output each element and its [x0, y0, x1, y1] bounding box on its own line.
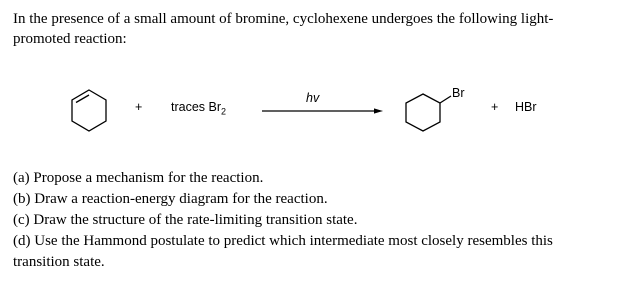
problem-intro: [13, 9, 605, 49]
reagent-subscript: 2: [221, 106, 227, 117]
intro-line-2: promoted reaction:: [13, 31, 127, 47]
byproduct-label: HBr: [515, 100, 537, 114]
intro-line-1: In the presence of a small amount of bromine, cyclohexene undergoes the following light-: [13, 11, 554, 27]
reagent-label: [171, 100, 226, 117]
reaction-scheme: [0, 80, 618, 140]
reaction-arrow: [262, 106, 384, 116]
cyclohexene-structure: [64, 86, 114, 136]
product-plus-sign: +: [491, 100, 499, 114]
question-b: (b) Draw a reaction-energy diagram for the reaction.: [13, 191, 328, 207]
question-d: (d) Use the Hammond postulate to predict which intermediate most closely resembles this transition state.: [13, 233, 553, 270]
arrow-label: hv: [306, 91, 320, 105]
reactant-plus-sign: +: [135, 100, 143, 114]
question-c: (c) Draw the structure of the rate-limiting transition state.: [13, 212, 358, 228]
reagent-text: traces Br: [171, 100, 222, 114]
question-list: [13, 168, 608, 273]
bromocyclohexane-structure: [402, 82, 458, 136]
product-bromine-label: Br: [452, 86, 465, 100]
question-a: (a) Propose a mechanism for the reaction.: [13, 170, 264, 186]
